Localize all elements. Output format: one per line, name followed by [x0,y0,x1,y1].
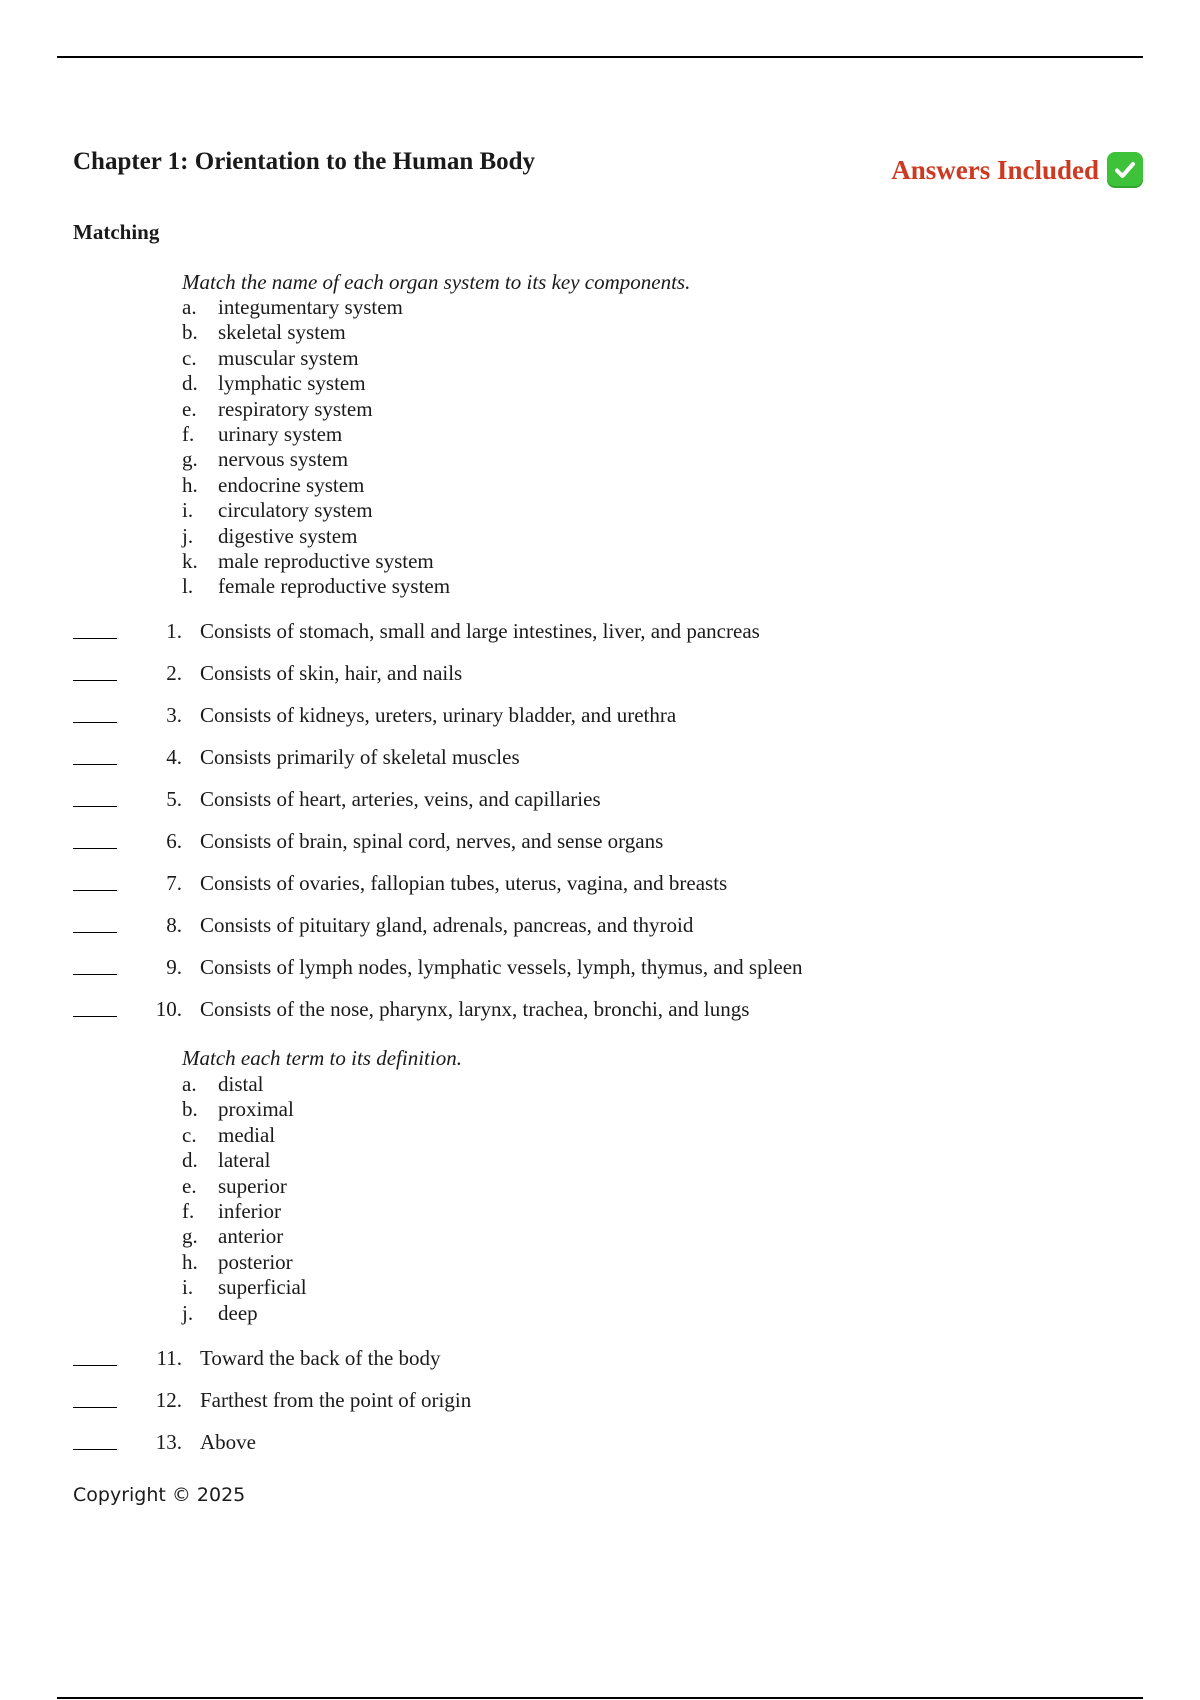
question-row [73,618,803,660]
option-text: nervous system [218,447,349,472]
question-row [73,702,803,744]
option-item [182,1199,307,1224]
question-text: Consists of heart, arteries, veins, and capillaries [200,787,601,811]
option-item [182,1072,307,1097]
answer-blank[interactable] [73,1345,117,1366]
page-title: Chapter 1: Orientation to the Human Body [73,148,536,175]
question-row [73,828,803,870]
option-item [182,1224,307,1249]
option-letter: k. [182,548,198,573]
option-text: circulatory system [218,498,373,523]
copyright-notice: Copyright © 2025 [73,1484,246,1506]
option-letter: h. [182,472,198,497]
option-text: integumentary system [218,295,403,319]
option-text: distal [218,1072,264,1096]
question-number: 10. [155,997,182,1021]
option-letter: c. [182,345,197,370]
option-letter: e. [182,1173,197,1198]
part2-option-list [182,1072,307,1326]
option-item [182,346,450,371]
top-rule [57,56,1143,58]
option-letter: b. [182,320,198,345]
question-number: 13. [155,1430,182,1454]
option-text: medial [218,1122,276,1147]
option-text: lymphatic system [218,371,366,396]
answer-blank[interactable] [73,618,117,639]
option-item [182,524,450,549]
question-row [73,786,803,828]
option-text: female reproductive system [218,574,451,599]
check-mark-button-icon [1107,152,1143,188]
answer-blank[interactable] [73,744,117,765]
option-text: muscular system [218,345,359,370]
option-letter: j. [182,1300,194,1325]
question-row [73,1429,471,1471]
part2-instruction: Match each term to its definition. [182,1046,462,1070]
option-text: endocrine system [218,472,365,497]
question-number: 8. [166,913,182,937]
question-text: Consists of brain, spinal cord, nerves, and sense organs [200,829,664,853]
option-text: inferior [218,1198,281,1223]
option-text: male reproductive system [218,548,434,573]
question-number: 3. [166,703,182,727]
option-letter: d. [182,1148,198,1173]
option-item [182,1148,307,1173]
question-text: Consists of lymph nodes, lymphatic vessels, lymph, thymus, and spleen [200,955,803,979]
answer-blank[interactable] [73,1387,117,1408]
part1-instruction: Match the name of each organ system to its key components. [182,270,691,294]
option-item [182,422,450,447]
option-letter: h. [182,1249,198,1274]
question-row [73,870,803,912]
question-row [73,954,803,996]
option-letter: d. [182,371,198,396]
option-letter: g. [182,1224,198,1249]
option-item [182,1123,307,1148]
option-item [182,1275,307,1300]
option-item [182,1250,307,1275]
question-number: 11. [156,1346,182,1370]
question-number: 1. [166,619,182,643]
option-item [182,447,450,472]
part1-question-list [73,618,803,1038]
answer-blank[interactable] [73,870,117,891]
option-letter: f. [182,421,195,446]
option-text: respiratory system [218,396,373,421]
question-row [73,744,803,786]
answer-blank[interactable] [73,912,117,933]
question-number: 4. [166,745,182,769]
question-row [73,912,803,954]
question-text: Consists of stomach, small and large intestines, liver, and pancreas [200,619,760,643]
question-number: 12. [155,1388,182,1412]
option-text: proximal [218,1097,294,1122]
question-number: 9. [166,955,182,979]
option-letter: a. [182,1072,197,1096]
question-text: Consists of skin, hair, and nails [200,661,463,685]
answer-blank[interactable] [73,954,117,975]
part2-question-list [73,1345,471,1471]
option-item [182,1301,307,1326]
option-text: superior [218,1173,287,1198]
question-row [73,1345,471,1387]
option-item [182,371,450,396]
question-row [73,660,803,702]
question-text: Above [200,1430,256,1454]
section-heading: Matching [73,220,160,244]
option-item [182,498,450,523]
question-number: 5. [166,787,182,811]
answer-blank[interactable] [73,702,117,723]
option-letter: a. [182,295,197,319]
option-letter: g. [182,447,198,472]
answer-blank[interactable] [73,786,117,807]
question-text: Consists of the nose, pharynx, larynx, trachea, bronchi, and lungs [200,997,750,1021]
question-number: 2. [166,661,182,685]
option-item [182,574,450,599]
option-item [182,397,450,422]
option-letter: b. [182,1097,198,1122]
answers-included-badge [891,150,1143,190]
bottom-rule [57,1697,1143,1699]
question-number: 6. [166,829,182,853]
option-item [182,473,450,498]
option-text: digestive system [218,523,358,548]
question-number: 7. [166,871,182,895]
option-text: deep [218,1300,258,1325]
option-item [182,1174,307,1199]
part1-option-list [182,295,450,600]
option-letter: i. [182,1275,194,1300]
question-text: Consists of ovaries, fallopian tubes, uterus, vagina, and breasts [200,871,728,895]
option-letter: f. [182,1198,195,1223]
question-text: Consists of kidneys, ureters, urinary bladder, and urethra [200,703,677,727]
question-row [73,1387,471,1429]
question-text: Farthest from the point of origin [200,1388,472,1412]
option-text: urinary system [218,421,343,446]
answer-blank[interactable] [73,1429,117,1450]
answer-blank[interactable] [73,660,117,681]
option-text: lateral [218,1148,271,1173]
option-text: posterior [218,1249,293,1274]
option-text: superficial [218,1275,307,1300]
option-letter: j. [182,523,194,548]
answer-blank[interactable] [73,996,117,1017]
option-text: anterior [218,1224,284,1249]
question-row [73,996,803,1038]
option-letter: l. [182,574,194,599]
question-text: Consists primarily of skeletal muscles [200,745,520,769]
question-text: Consists of pituitary gland, adrenals, pancreas, and thyroid [200,913,694,937]
question-text: Toward the back of the body [200,1346,441,1370]
option-item [182,549,450,574]
option-item [182,320,450,345]
option-item [182,1097,307,1122]
option-letter: e. [182,396,197,421]
option-letter: c. [182,1122,197,1147]
answer-blank[interactable] [73,828,117,849]
badge-label: Answers Included [891,155,1099,185]
option-text: skeletal system [218,320,346,345]
option-letter: i. [182,498,194,523]
option-item [182,295,450,320]
